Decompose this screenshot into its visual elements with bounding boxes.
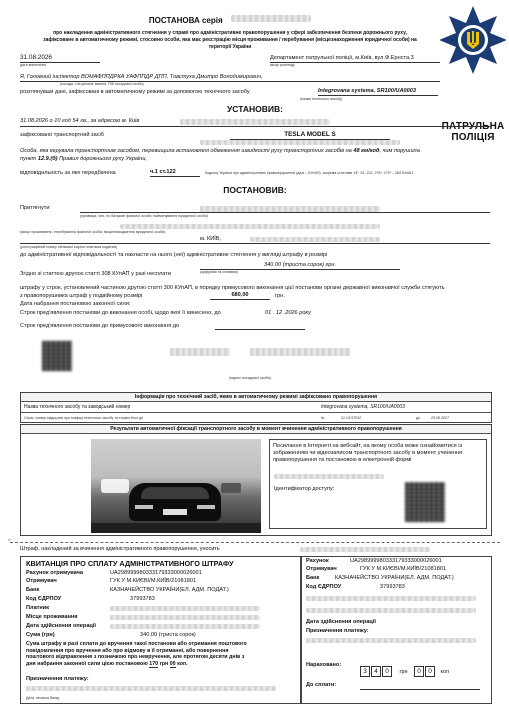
- title-subline-3: території України: [208, 44, 252, 50]
- results-heading: Результати автоматичної фіксації транспортного засобу в момент вчинення адміністративного правопорушення: [21, 425, 491, 434]
- tech-col-cert-label: Серія, номер свідоцтва про повірку технічного засобу та термін його дії: [24, 416, 143, 420]
- deadline-label: Строк пред'явлення постанови до виконання особі, щодо якої її винесено, до: [20, 310, 221, 316]
- reduced-sum-text: Сума штрафу в разі сплати до вручення такої постанови або отримання поштового повідомлення про вручення або про відмову в її отриманні, або повернення поштового відправлення з позначкою про невручення, але протягом десяти днів з дня набрання законної сили цією постановою 170 грн 00 коп.: [26, 641, 247, 667]
- double-penalty-amount: 680,00: [210, 292, 270, 300]
- offense-description: Особа, яка керувала транспортним засобом, перевищила встановлені обмеження швидкості руху транспортних засобів на 48 км/год, чим порушила: [20, 148, 420, 154]
- tech-heading: Інформація про технічний засіб, яким в автоматичному режимі зафіксовано правопорушення: [21, 393, 491, 402]
- department-address: Департамент патрульної поліції, м.Київ, вул.Ф.Ернста,3: [270, 55, 440, 63]
- article: ч.1 ст.122: [150, 169, 200, 177]
- access-qr-code: [405, 482, 445, 522]
- effective-date-label: Дата набрання постановою законної сили:: [20, 301, 131, 307]
- violation-photo: [91, 439, 261, 533]
- tech-col-device-label: Назва технічного засобу та заводський номер: [24, 404, 131, 410]
- cert-valid-to: 25.08.2027: [431, 416, 449, 420]
- page-title: ПОСТАНОВА серія: [148, 16, 223, 25]
- vehicle-label: зафіксовано транспортний засіб: [20, 132, 104, 138]
- receipt-title: КВИТАНЦІЯ ПРО СПЛАТУ АДМІНІСТРАТИВНОГО ШТРАФУ: [26, 559, 234, 568]
- charged-label: Нараховано:: [306, 662, 342, 668]
- city: м. КИЇВ,: [200, 236, 222, 242]
- forced-label: Строк пред'явлення постанови до примусового виконання до: [20, 323, 180, 329]
- online-link-note: Посилання в Інтернеті на вебсайт, на якому особа може ознайомитися із зображенням чи відеозаписом транспортного засобу в момент учинення правопорушення та постановою в електронній формі: [273, 443, 463, 463]
- established-heading: УСТАНОВИВ:: [227, 104, 283, 114]
- address-redacted: [180, 119, 330, 125]
- plate-redacted: [200, 140, 400, 145]
- account-number: UA298999980333179333000026001: [110, 570, 202, 576]
- charged-digits: 3 4 0 грн 0 0 коп: [360, 660, 490, 678]
- resolved-heading: ПОСТАНОВИВ:: [223, 185, 287, 195]
- official-seal-area: [250, 348, 350, 356]
- access-id-label: Ідентифікатор доступу:: [274, 486, 335, 492]
- traffic-rule: 12.9.(б): [37, 156, 58, 162]
- officer-line: Я, Головний інспектор ВОМАФППДРКА УАФППДР ДПП, Товстуха Дмитро Володимирович,: [20, 74, 440, 82]
- tech-table: Інформація про технічний засіб, яким в автоматичному режимі зафіксовано правопорушення Назва технічного засобу та заводський номер Integrovana systema, SR100/UA0003 Серія, номер свідоцтва про повірку технічного засобу та термін його дії № 22-01/37032 до 25.08.2027: [20, 392, 492, 423]
- to-pay-label: До сплати:: [306, 682, 337, 688]
- double-penalty-text: штрафу у строк, установлений частиною другою статті 300 КУпАП, в порядку примусового виконання цієї постанови органи державної виконавчої служби стягують: [20, 285, 445, 291]
- police-name: ПАТРУЛЬНА ПОЛІЦІЯ: [441, 121, 505, 143]
- cut-line: [10, 542, 500, 543]
- recipient: ГУК У М.КИЄВІ/М.КИЇВ/21081801: [110, 578, 197, 584]
- edrpou: 37993783: [130, 596, 155, 602]
- speed-excess: 48 км/год: [353, 148, 380, 154]
- reviewed-text: розглянувши дані, зафіксовані в автоматичному режимі за допомогою технічного засобу: [20, 89, 250, 95]
- penalty-text: до адміністративної відповідальності та накласти на нього (неї) адміністративне стягнення у вигляді штрафу в розмірі: [20, 252, 328, 258]
- deadline-date: 01 . 12 .2026 року: [265, 310, 311, 316]
- bring-label: Притягнути: [20, 205, 50, 211]
- liability-label: відповідальність за яке передбачена: [20, 170, 116, 176]
- device-name: Integrovana systema, SR100/UA0003: [318, 88, 438, 96]
- sum-amount: 340.00 (триста сорок): [140, 632, 196, 638]
- series-number: [231, 15, 311, 22]
- offense-datetime: 31.08.2026 о 10 год 54 хв., за адресою м. Київ: [20, 118, 140, 124]
- vehicle-model: TESLA MODEL S: [230, 131, 390, 140]
- penalty-amount-words: 340.00 (триста сорок) грн.: [200, 262, 400, 270]
- cut-line-text: Штраф, накладений за вчинення адміністративного правопорушення, уносить: [20, 546, 220, 552]
- bank: КАЗНАЧЕЙСТВО УКРАЇНИ(ЕЛ. АДМ. ПОДАТ.): [110, 587, 229, 593]
- signature-area: [170, 348, 230, 356]
- title-subline-2: зафіксоване в автоматичному режимі, стосовно особи, яка має реєстрацію місця проживання / перебування (місцезнаходження юридичної особи) на: [43, 37, 417, 43]
- payment-purpose-label: Призначення платежу:: [26, 676, 89, 682]
- website-link[interactable]: [274, 474, 384, 479]
- title-subline-1: про накладення адміністративного стягнення у справі про адміністративне правопорушення у сфері забезпечення безпеки дорожнього руху,: [53, 30, 407, 36]
- qr-code: [42, 341, 72, 371]
- reduced-amount: 170: [149, 660, 159, 667]
- online-link-box: [269, 439, 487, 529]
- cert-number: 22-01/37032: [341, 416, 362, 420]
- decision-date: 31.08.2026: [20, 54, 100, 63]
- article-note: Кодексу України про адміністративні правопорушення (далі – КУпАП), зокрема статтями 14¹, 51, 222, 276¹, 279¹ – 284 КУпАП.: [205, 171, 414, 175]
- art308-text: Згідно зі статтею другою статті 308 КУпАП у разі несплати: [20, 271, 171, 277]
- results-box: [20, 424, 492, 536]
- tech-device: Integrovana systema, SR100/UA0003: [321, 404, 405, 410]
